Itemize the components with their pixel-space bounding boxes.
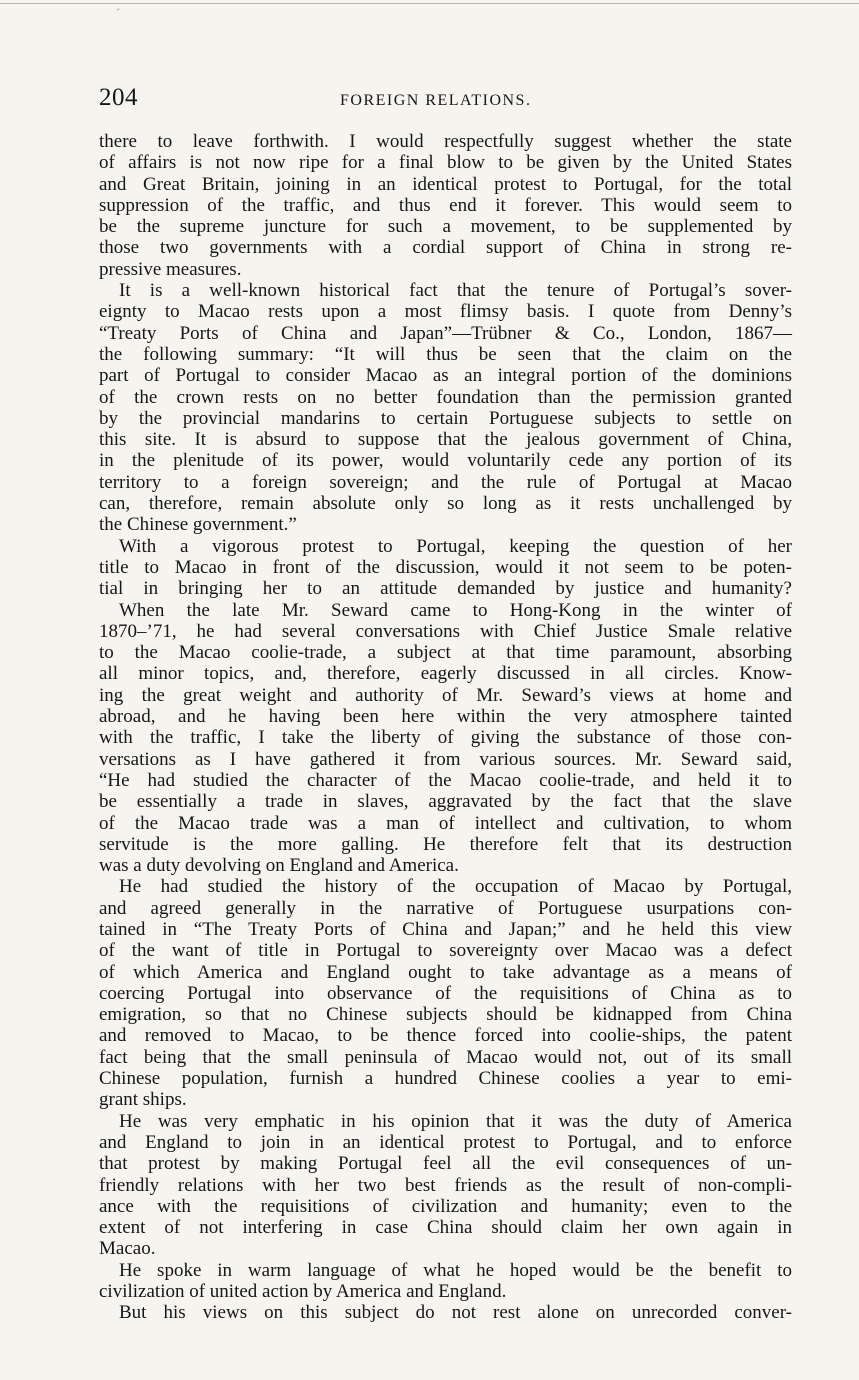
text-line: this site. It is absurd to suppose that the jealous government of China, [99,429,792,451]
text-line: and removed to Macao, to be thence forced into coolie-ships, the patent [99,1025,792,1047]
text-line: suppression of the traffic, and thus end it forever. This would seem to [99,194,792,216]
text-line: tained in “The Treaty Ports of China and Japan;” and he held this view [99,918,792,940]
text-line: that protest by making Portugal feel all the evil consequences of un- [99,1153,792,1175]
text-line: 1870–’71, he had several conversations with Chief Justice Smale relative [99,620,792,642]
running-head: FOREIGN RELATIONS. [340,92,532,109]
text-line: Chinese population, furnish a hundred Chinese coolies a year to emi- [99,1068,792,1090]
body-text [99,131,792,1324]
text-line: the following summary: “It will thus be seen that the claim on the [99,343,792,365]
text-line: be the supreme juncture for such a movement, to be supplemented by [99,216,792,238]
text-line: be essentially a trade in slaves, aggravated by the fact that the slave [99,791,792,813]
text-line: in the plenitude of its power, would voluntarily cede any portion of its [99,450,792,472]
text-line: When the late Mr. Seward came to Hong-Kong in the winter of [119,599,792,621]
text-line: of the Macao trade was a man of intellect and cultivation, to whom [99,812,792,834]
text-line: eignty to Macao rests upon a most flimsy basis. I quote from Denny’s [99,301,792,323]
text-line: by the provincial mandarins to certain Portuguese subjects to settle on [99,407,792,429]
text-line: abroad, and he having been here within the very atmosphere tainted [99,706,792,728]
text-line: emigration, so that no Chinese subjects should be kidnapped from China [99,1004,792,1026]
text-line: was a duty devolving on England and America. [99,855,459,877]
text-line: “He had studied the character of the Macao coolie-trade, and held it to [99,769,792,791]
text-line: Macao. [99,1238,156,1260]
text-line: friendly relations with her two best friends as the result of non-compli- [99,1174,792,1196]
text-line: tial in bringing her to an attitude demanded by justice and humanity? [99,578,792,600]
text-line: part of Portugal to consider Macao as an integral portion of the dominions [99,365,792,387]
text-line: all minor topics, and, therefore, eagerly discussed in all circles. Know- [99,663,792,685]
text-line: But his views on this subject do not rest alone on unrecorded conver- [119,1302,792,1324]
text-line: of which America and England ought to take advantage as a means of [99,961,792,983]
text-line: He was very emphatic in his opinion that it was the duty of America [119,1110,792,1132]
text-line: of the want of title in Portugal to sovereignty over Macao was a defect [99,940,792,962]
text-line: extent of not interfering in case China should claim her own again in [99,1217,792,1239]
text-line: He had studied the history of the occupation of Macao by Portugal, [119,876,792,898]
text-line: versations as I have gathered it from various sources. Mr. Seward said, [99,748,792,770]
text-line: title to Macao in front of the discussion, would it not seem to be poten- [99,556,792,578]
text-line: and agreed generally in the narrative of Portuguese usurpations con- [99,897,792,919]
text-line: there to leave forthwith. I would respectfully suggest whether the state [99,131,792,152]
text-line: coercing Portugal into observance of the requisitions of China as to [99,982,792,1004]
text-line: fact being that the small peninsula of Macao would not, out of its small [99,1046,792,1068]
page-number: 204 [99,84,138,111]
text-line: those two governments with a cordial support of China in strong re- [99,237,792,259]
text-line: civilization of united action by America and England. [99,1281,507,1303]
text-line: and England to join in an identical protest to Portugal, and to enforce [99,1131,792,1153]
text-line: It is a well-known historical fact that the tenure of Portugal’s sover- [119,280,792,302]
text-line: can, therefore, remain absolute only so long as it rests unchallenged by [99,493,792,515]
text-line: the Chinese government.” [99,514,297,536]
text-line: with the traffic, I take the liberty of giving the substance of those con- [99,727,792,749]
text-line: to the Macao coolie-trade, a subject at that time paramount, absorbing [99,642,792,664]
text-line: “Treaty Ports of China and Japan”—Trübner & Co., London, 1867— [99,322,792,344]
text-line: of the crown rests on no better foundation than the permission granted [99,386,792,408]
text-line: grant ships. [99,1089,187,1111]
text-line: servitude is the more galling. He therefore felt that its destruction [99,833,792,855]
top-rule [0,3,859,4]
text-line: of affairs is not now ripe for a final blow to be given by the United States [99,152,792,174]
corner-mark: ´ [116,6,120,20]
text-line: and Great Britain, joining in an identical protest to Portugal, for the total [99,173,792,195]
text-line: ing the great weight and authority of Mr. Seward’s views at home and [99,684,792,706]
text-line: territory to a foreign sovereign; and the rule of Portugal at Macao [99,471,792,493]
text-line: He spoke in warm language of what he hoped would be the benefit to [119,1259,792,1281]
text-line: ance with the requisitions of civilization and humanity; even to the [99,1195,792,1217]
text-line: pressive measures. [99,258,242,280]
text-line: With a vigorous protest to Portugal, keeping the question of her [119,535,792,557]
